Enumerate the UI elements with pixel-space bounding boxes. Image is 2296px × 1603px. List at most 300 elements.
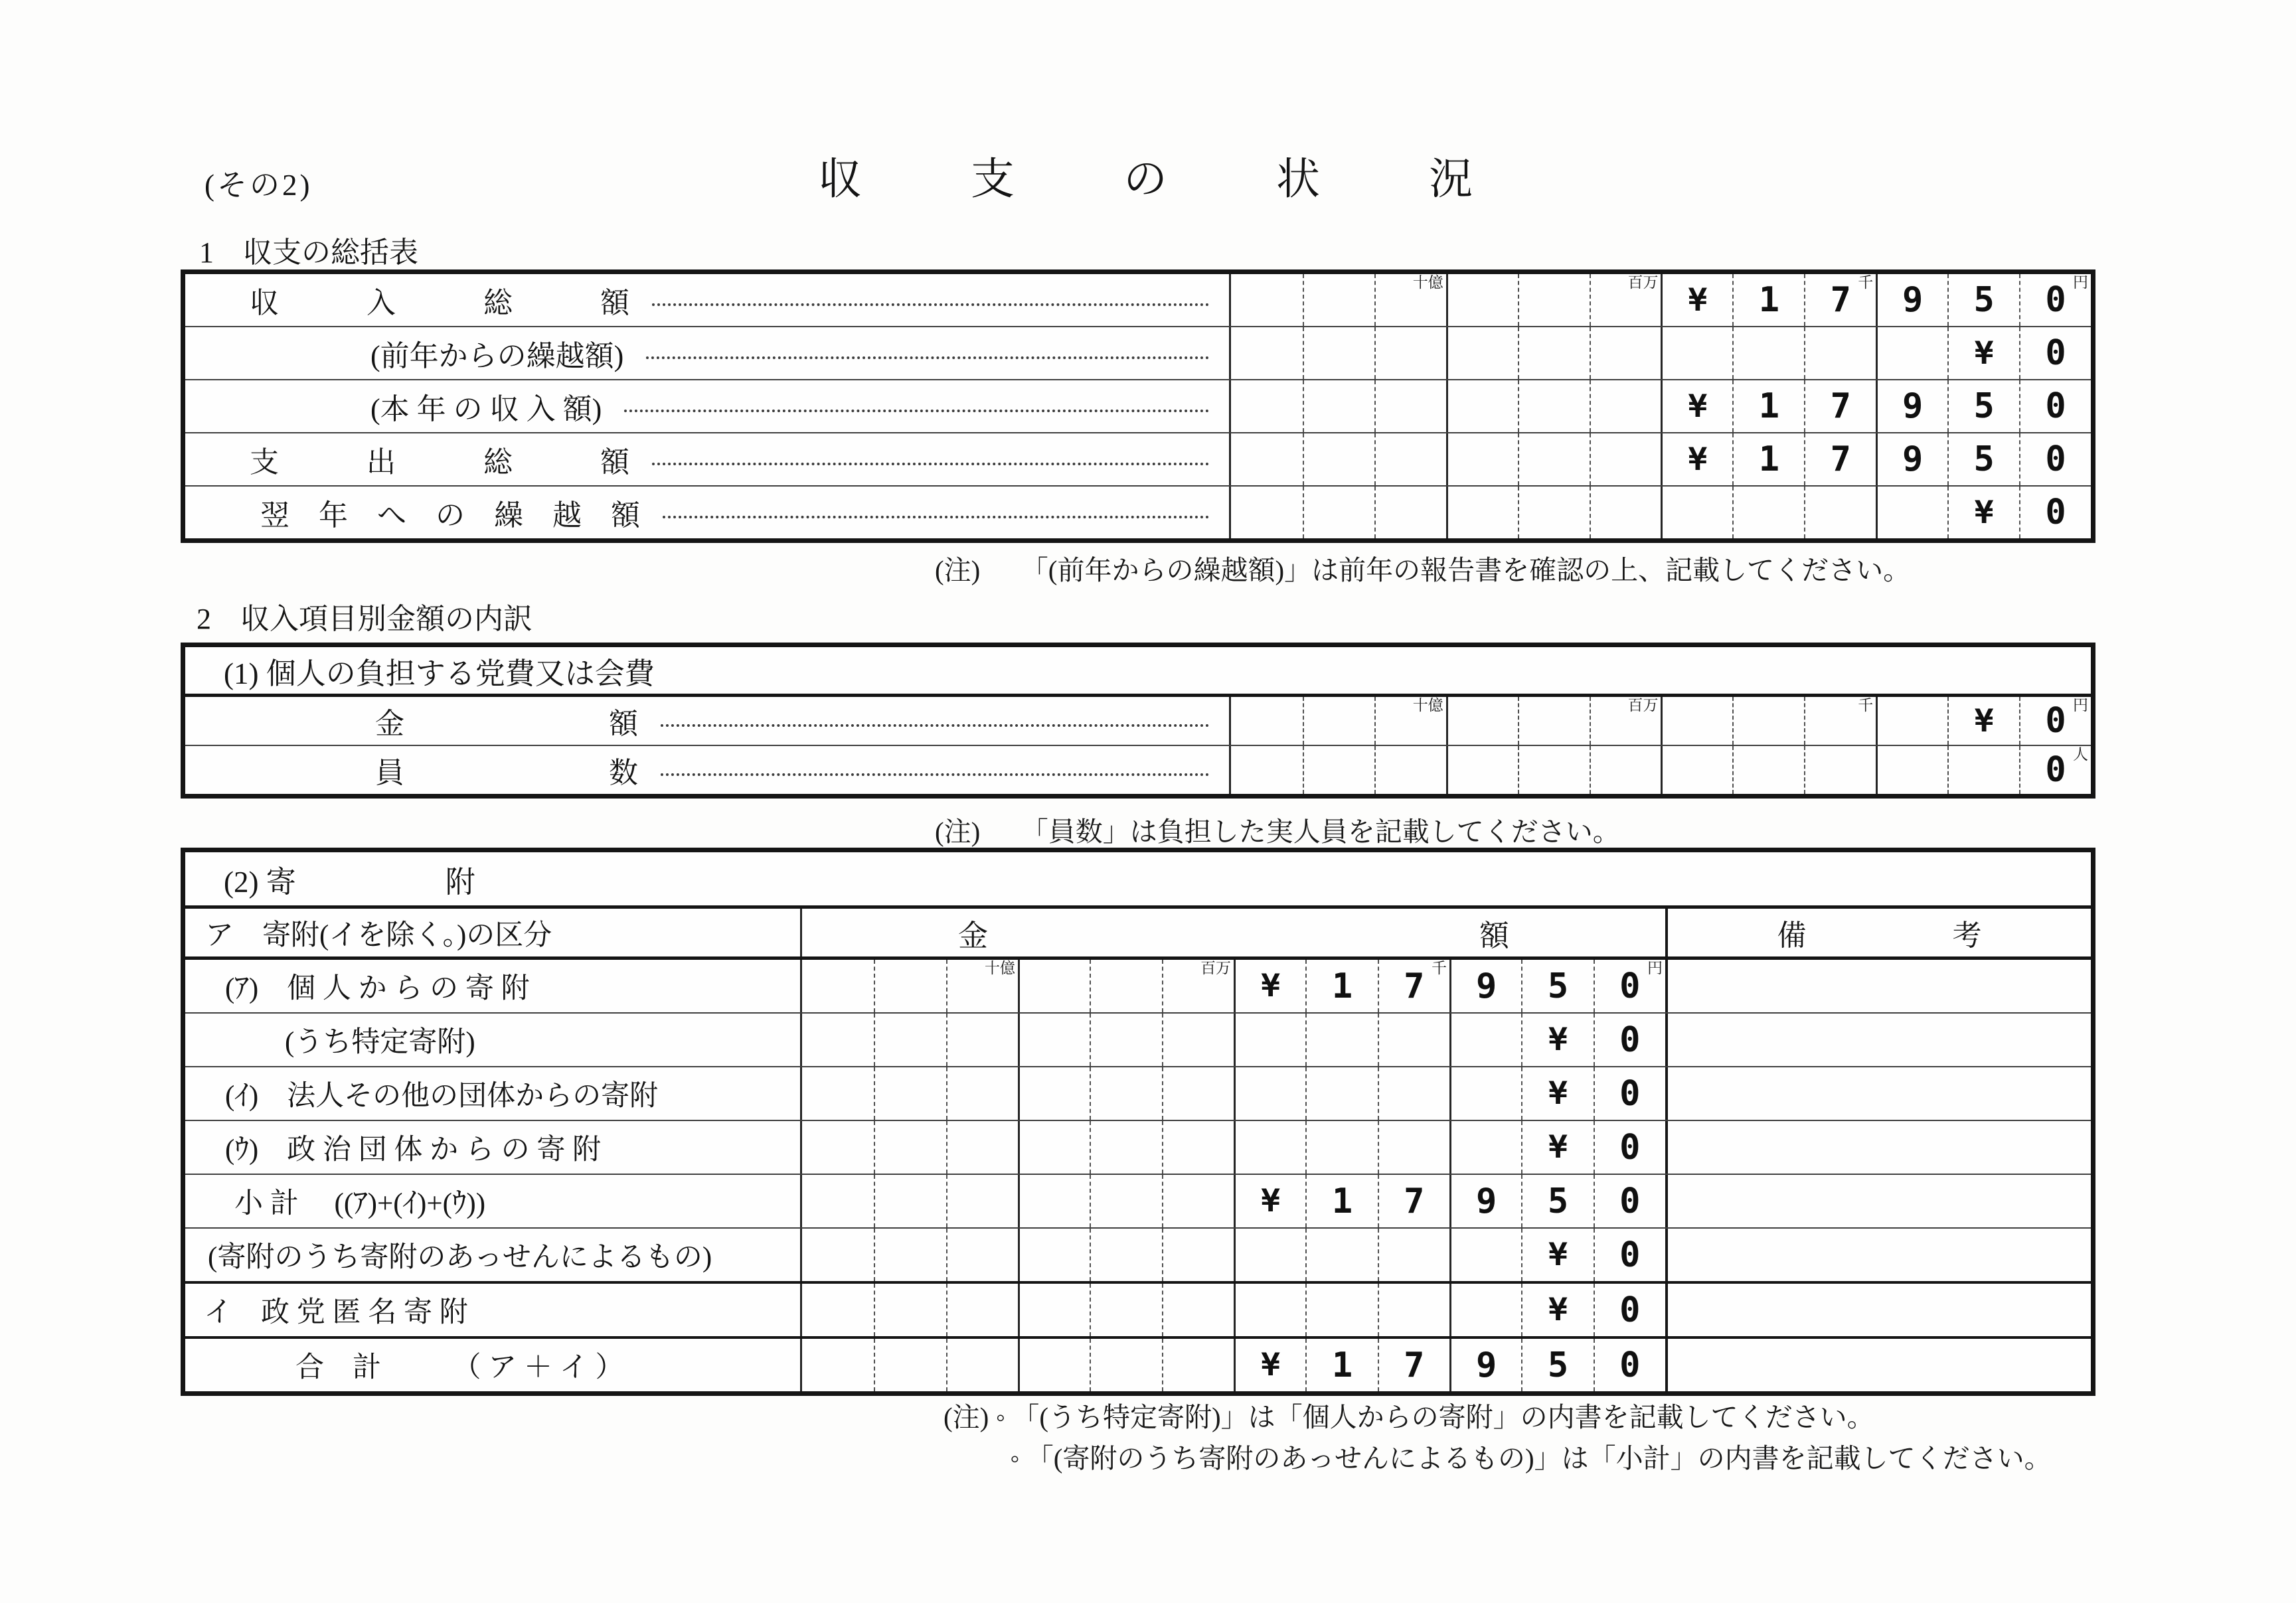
row-label: (ｱ) 個 人 か ら の 寄 附 <box>225 973 530 1004</box>
table-row <box>185 1174 2091 1227</box>
digit-cell <box>1305 960 1377 1012</box>
digit-cell <box>1594 1339 1665 1391</box>
table-row <box>185 432 2091 485</box>
digit-cell <box>1518 274 1590 326</box>
digit-value: 0 <box>1619 1073 1641 1114</box>
remarks-cell <box>1665 1014 2091 1066</box>
digit-cell <box>874 1229 945 1281</box>
digit-cell <box>946 1339 1018 1391</box>
yen-sign: ¥ <box>1548 1129 1568 1166</box>
place-value-label: 十億 <box>1412 274 1443 291</box>
place-value-label: 円 <box>1647 960 1663 976</box>
amount-digit-grid <box>802 1284 1665 1336</box>
digit-cell <box>1374 380 1446 432</box>
digit-cell <box>1804 697 1876 745</box>
digit-cell <box>802 1284 874 1336</box>
digit-cell <box>1518 487 1590 538</box>
digit-value: 5 <box>1973 439 1995 479</box>
yen-sign: ¥ <box>1974 494 1994 531</box>
digit-cell <box>1521 1014 1593 1066</box>
summary-table <box>181 269 2095 543</box>
digit-cell <box>2019 746 2091 794</box>
remarks-cell <box>1665 1067 2091 1120</box>
digit-cell <box>1594 1121 1665 1174</box>
digit-cell <box>1661 487 1732 538</box>
dues-table <box>181 643 2095 799</box>
amount-digit-grid <box>802 1121 1665 1174</box>
digit-value: 0 <box>2045 750 2066 790</box>
row-label-cell <box>185 1229 802 1281</box>
digit-value: 5 <box>1547 1345 1569 1385</box>
dotted-leader <box>624 410 1209 412</box>
digit-cell <box>1378 1067 1449 1120</box>
digit-cell <box>1378 1229 1449 1281</box>
digit-cell <box>1661 327 1732 379</box>
digit-cell <box>1876 487 1947 538</box>
digit-cell <box>1661 433 1732 485</box>
table-row <box>185 1227 2091 1281</box>
remarks-cell <box>1665 1229 2091 1281</box>
row-label: 収 入 総 額 <box>250 287 629 319</box>
digit-cell <box>1018 1121 1090 1174</box>
amount-digit-grid <box>802 1014 1665 1066</box>
digit-cell <box>1305 1229 1377 1281</box>
digit-value: 0 <box>1619 966 1641 1006</box>
digit-cell <box>1234 1121 1305 1174</box>
digit-cell <box>1018 1339 1090 1391</box>
digit-cell <box>1162 1175 1234 1227</box>
digit-cell <box>1661 380 1732 432</box>
digit-cell <box>1090 1067 1161 1120</box>
digit-value: 0 <box>2045 701 2066 741</box>
table-row <box>185 1012 2091 1066</box>
digit-cell <box>946 1229 1018 1281</box>
digit-cell <box>1804 327 1876 379</box>
yen-sign: ¥ <box>1688 441 1708 478</box>
digit-cell <box>1303 487 1374 538</box>
yen-sign: ¥ <box>1548 1075 1568 1112</box>
dotted-leader <box>661 773 1209 776</box>
digit-cell <box>946 1175 1018 1227</box>
remarks-column-header: 備 考 <box>1665 909 2091 956</box>
digit-cell <box>1594 960 1665 1012</box>
yen-sign: ¥ <box>1688 388 1708 425</box>
digit-cell <box>946 960 1018 1012</box>
digit-cell <box>1449 1014 1521 1066</box>
digit-cell <box>1018 1284 1090 1336</box>
row-label-cell <box>185 327 1231 379</box>
place-value-label: 千 <box>1858 274 1874 291</box>
digit-cell <box>1374 433 1446 485</box>
digit-cell <box>1449 1339 1521 1391</box>
digit-cell <box>1090 960 1161 1012</box>
digit-cell <box>1732 327 1804 379</box>
digit-cell <box>1378 960 1449 1012</box>
table-row <box>185 326 2091 379</box>
row-label: (ｳ) 政 治 団 体 か ら の 寄 附 <box>225 1134 602 1166</box>
amount-digit-grid <box>1231 380 2091 432</box>
row-label: 員 数 <box>375 757 638 789</box>
digit-cell <box>1305 1175 1377 1227</box>
yen-sign: ¥ <box>1548 1292 1568 1328</box>
remarks-cell <box>1665 1339 2091 1391</box>
digit-cell <box>1446 487 1518 538</box>
amount-digit-grid <box>1231 274 2091 326</box>
row-label-cell <box>185 1121 802 1174</box>
digit-cell <box>1305 1067 1377 1120</box>
digit-cell <box>1305 1284 1377 1336</box>
digit-value: 1 <box>1331 1345 1353 1385</box>
digit-cell <box>1446 746 1518 794</box>
place-value-label: 千 <box>1858 697 1874 714</box>
digit-cell <box>1446 274 1518 326</box>
digit-cell <box>1234 1175 1305 1227</box>
donations-table <box>181 848 2095 1396</box>
row-label-cell <box>185 960 802 1012</box>
digit-cell <box>1378 1339 1449 1391</box>
digit-value: 0 <box>1619 1290 1641 1330</box>
digit-cell <box>1231 380 1303 432</box>
amount-header-gaku: 額 <box>1479 919 1509 953</box>
digit-cell <box>2019 327 2091 379</box>
digit-cell <box>1303 433 1374 485</box>
digit-cell <box>1018 1014 1090 1066</box>
amount-column-header <box>802 909 1665 956</box>
digit-cell <box>1449 1121 1521 1174</box>
digit-cell <box>1732 487 1804 538</box>
digit-cell <box>1378 1284 1449 1336</box>
digit-cell <box>874 1284 945 1336</box>
digit-cell <box>1374 327 1446 379</box>
division-column-header: ア 寄附(イを除く。)の区分 <box>185 909 802 956</box>
digit-cell <box>1234 960 1305 1012</box>
row-label-cell <box>185 697 1231 745</box>
digit-cell <box>1231 274 1303 326</box>
digit-value: 5 <box>1973 386 1995 426</box>
digit-cell <box>802 1175 874 1227</box>
yen-sign: ¥ <box>1261 1183 1280 1219</box>
digit-cell <box>1947 433 2019 485</box>
digit-cell <box>1374 746 1446 794</box>
amount-digit-grid <box>1231 746 2091 794</box>
row-label-cell <box>185 1284 802 1336</box>
digit-cell <box>1661 274 1732 326</box>
digit-cell <box>1303 380 1374 432</box>
table-row <box>185 379 2091 432</box>
digit-cell <box>1590 697 1661 745</box>
digit-value: 0 <box>2045 280 2066 320</box>
digit-value: 0 <box>1619 1181 1641 1221</box>
digit-cell <box>802 1339 874 1391</box>
digit-cell <box>1876 746 1947 794</box>
amount-digit-grid <box>1231 327 2091 379</box>
digit-cell <box>874 1175 945 1227</box>
digit-cell <box>1018 1067 1090 1120</box>
digit-value: 0 <box>1619 1345 1641 1385</box>
digit-cell <box>1446 433 1518 485</box>
digit-cell <box>1234 1014 1305 1066</box>
dotted-leader <box>652 303 1209 306</box>
donation-notes <box>943 1397 2052 1479</box>
digit-cell <box>1876 697 1947 745</box>
remarks-cell <box>1665 1121 2091 1174</box>
note-specified-donation: (注) ◦ 「(うち特定寄附)」は「個人からの寄附」の内書を記載してください。 <box>943 1402 1874 1432</box>
digit-value: 7 <box>1830 439 1851 479</box>
form-part-label: (その2) <box>205 169 313 202</box>
amount-digit-grid <box>1231 697 2091 745</box>
digit-value: 1 <box>1331 966 1353 1006</box>
digit-cell <box>1590 746 1661 794</box>
dotted-leader <box>646 356 1209 359</box>
digit-cell <box>1162 1284 1234 1336</box>
table-row <box>185 1336 2091 1391</box>
digit-cell <box>1876 274 1947 326</box>
digit-value: 9 <box>1476 1345 1497 1385</box>
place-value-label: 十億 <box>1412 697 1443 714</box>
digit-cell <box>1090 1175 1161 1227</box>
note-member-count: (注) 「員数」は負担した実人員を記載してください。 <box>935 816 1620 847</box>
yen-sign: ¥ <box>1548 1237 1568 1273</box>
digit-value: 9 <box>1902 280 1924 320</box>
digit-cell <box>1162 1229 1234 1281</box>
digit-cell <box>1594 1014 1665 1066</box>
digit-cell <box>1594 1175 1665 1227</box>
place-value-label: 円 <box>2072 697 2088 714</box>
digit-cell <box>1947 274 2019 326</box>
column-header-row <box>185 905 2091 956</box>
digit-cell <box>1521 1067 1593 1120</box>
place-value-label: 千 <box>1432 960 1447 976</box>
amount-digit-grid <box>802 1339 1665 1391</box>
amount-header-kin: 金 <box>958 919 989 953</box>
digit-cell <box>946 1014 1018 1066</box>
yen-sign: ¥ <box>1974 702 1994 739</box>
digit-cell <box>1661 746 1732 794</box>
row-label-cell <box>185 1067 802 1120</box>
digit-value: 9 <box>1476 1181 1497 1221</box>
digit-value: 0 <box>2045 386 2066 426</box>
digit-cell <box>1804 746 1876 794</box>
digit-cell <box>1521 1339 1593 1391</box>
remarks-cell <box>1665 1284 2091 1336</box>
digit-cell <box>1234 1229 1305 1281</box>
digit-cell <box>1303 274 1374 326</box>
digit-cell <box>802 1229 874 1281</box>
digit-cell <box>1804 274 1876 326</box>
digit-cell <box>1947 746 2019 794</box>
place-value-label: 百万 <box>1200 960 1231 976</box>
digit-cell <box>1804 380 1876 432</box>
digit-cell <box>1446 380 1518 432</box>
digit-cell <box>1521 1229 1593 1281</box>
digit-cell <box>1234 1339 1305 1391</box>
digit-cell <box>1518 327 1590 379</box>
digit-cell <box>1303 327 1374 379</box>
digit-cell <box>1521 1175 1593 1227</box>
digit-cell <box>1374 487 1446 538</box>
digit-cell <box>1162 1067 1234 1120</box>
digit-cell <box>874 960 945 1012</box>
digit-cell <box>1378 1014 1449 1066</box>
row-label-cell <box>185 1339 802 1391</box>
amount-digit-grid <box>802 1067 1665 1120</box>
place-value-label: 百万 <box>1627 697 1659 714</box>
table-row <box>185 274 2091 326</box>
digit-value: 5 <box>1547 966 1569 1006</box>
digit-cell <box>1234 1284 1305 1336</box>
digit-cell <box>1305 1121 1377 1174</box>
row-label-cell <box>185 1014 802 1066</box>
digit-value: 0 <box>2045 493 2066 532</box>
digit-cell <box>1449 1175 1521 1227</box>
digit-value: 7 <box>1830 386 1851 426</box>
section1-heading: 1 収支の総括表 <box>199 236 418 269</box>
row-label-cell <box>185 487 1231 538</box>
remarks-cell <box>1665 960 2091 1012</box>
yen-sign: ¥ <box>1688 281 1708 319</box>
page-title: 収支の状況 <box>818 155 1582 204</box>
digit-cell <box>1804 433 1876 485</box>
digit-cell <box>1162 1339 1234 1391</box>
digit-cell <box>1947 697 2019 745</box>
digit-cell <box>1234 1067 1305 1120</box>
digit-cell <box>1876 433 1947 485</box>
row-label: 合 計 （ ア ＋ イ ） <box>295 1352 624 1383</box>
digit-value: 0 <box>2045 333 2066 373</box>
row-label: 小 計 ((ｱ)+(ｲ)+(ｳ)) <box>234 1188 486 1219</box>
digit-cell <box>1732 380 1804 432</box>
digit-cell <box>1090 1339 1161 1391</box>
row-label: 支 出 総 額 <box>250 446 629 479</box>
digit-cell <box>1594 1284 1665 1336</box>
digit-cell <box>2019 274 2091 326</box>
digit-value: 1 <box>1758 439 1780 479</box>
digit-value: 7 <box>1404 966 1425 1006</box>
row-label: 金 額 <box>375 708 638 740</box>
row-label: (寄附のうち寄附のあっせんによるもの) <box>208 1242 712 1273</box>
place-value-label: 十億 <box>985 960 1015 976</box>
row-label-cell <box>185 433 1231 485</box>
digit-cell <box>1876 327 1947 379</box>
row-label: イ 政 党 匿 名 寄 附 <box>204 1297 468 1328</box>
note-carryover: (注) 「(前年からの繰越額)」は前年の報告書を確認の上、記載してください。 <box>935 555 1911 585</box>
amount-digit-grid <box>802 960 1665 1012</box>
digit-cell <box>1446 327 1518 379</box>
digit-value: 1 <box>1331 1181 1353 1221</box>
digit-value: 7 <box>1830 280 1851 320</box>
digit-cell <box>1594 1067 1665 1120</box>
digit-cell <box>1018 1229 1090 1281</box>
digit-cell <box>1090 1121 1161 1174</box>
digit-value: 1 <box>1758 386 1780 426</box>
amount-digit-grid <box>1231 433 2091 485</box>
digit-cell <box>874 1067 945 1120</box>
row-label-cell <box>185 746 1231 794</box>
dotted-leader <box>663 516 1209 518</box>
amount-digit-grid <box>1231 487 2091 538</box>
digit-cell <box>1231 487 1303 538</box>
digit-cell <box>1590 274 1661 326</box>
digit-cell <box>1590 487 1661 538</box>
yen-sign: ¥ <box>1261 1347 1280 1383</box>
digit-value: 0 <box>1619 1127 1641 1168</box>
digit-cell <box>1661 697 1732 745</box>
place-value-label: 円 <box>2072 274 2088 291</box>
digit-value: 9 <box>1476 966 1497 1006</box>
dotted-leader <box>661 724 1209 727</box>
row-label: (本 年 の 収 入 額) <box>370 393 602 425</box>
digit-cell <box>1449 1067 1521 1120</box>
yen-sign: ¥ <box>1548 1022 1568 1058</box>
digit-value: 0 <box>1619 1235 1641 1275</box>
digit-cell <box>1018 1175 1090 1227</box>
digit-cell <box>2019 380 2091 432</box>
digit-cell <box>1305 1014 1377 1066</box>
digit-value: 9 <box>1902 439 1924 479</box>
digit-cell <box>1732 697 1804 745</box>
yen-sign: ¥ <box>1261 968 1280 1004</box>
digit-cell <box>1090 1229 1161 1281</box>
row-label: 翌 年 へ の 繰 越 額 <box>260 499 640 532</box>
digit-cell <box>2019 487 2091 538</box>
digit-cell <box>802 1067 874 1120</box>
digit-cell <box>1090 1014 1161 1066</box>
digit-value: 1 <box>1758 280 1780 320</box>
digit-cell <box>874 1339 945 1391</box>
digit-value: 5 <box>1973 280 1995 320</box>
digit-cell <box>1449 960 1521 1012</box>
digit-cell <box>946 1067 1018 1120</box>
digit-cell <box>1378 1175 1449 1227</box>
digit-cell <box>1231 327 1303 379</box>
digit-cell <box>1590 433 1661 485</box>
digit-cell <box>1449 1284 1521 1336</box>
subsection-title: (1) 個人の負担する党費又は会費 <box>224 656 655 690</box>
digit-cell <box>874 1121 945 1174</box>
row-label-cell <box>185 1175 802 1227</box>
digit-cell <box>802 1121 874 1174</box>
row-label: (ｲ) 法人その他の団体からの寄附 <box>225 1081 659 1112</box>
digit-cell <box>1018 960 1090 1012</box>
table-row <box>185 1281 2091 1336</box>
digit-cell <box>1521 1284 1593 1336</box>
digit-cell <box>1732 274 1804 326</box>
subsection-title: (2) 寄 附 <box>224 865 475 899</box>
table-row <box>185 956 2091 1012</box>
row-label-cell <box>185 380 1231 432</box>
dotted-leader <box>652 463 1209 465</box>
digit-cell <box>1231 697 1303 745</box>
table-row <box>185 745 2091 794</box>
digit-cell <box>946 1284 1018 1336</box>
digit-cell <box>2019 697 2091 745</box>
digit-value: 9 <box>1902 386 1924 426</box>
digit-cell <box>1305 1339 1377 1391</box>
amount-digit-grid <box>802 1229 1665 1281</box>
digit-cell <box>1446 697 1518 745</box>
row-label: (前年からの繰越額) <box>370 340 624 372</box>
digit-cell <box>946 1121 1018 1174</box>
digit-cell <box>1876 380 1947 432</box>
digit-cell <box>1162 1014 1234 1066</box>
table-row <box>185 694 2091 745</box>
digit-cell <box>802 960 874 1012</box>
digit-cell <box>1947 380 2019 432</box>
digit-cell <box>1231 746 1303 794</box>
row-label-cell <box>185 274 1231 326</box>
amount-digit-grid <box>802 1175 1665 1227</box>
digit-cell <box>1732 746 1804 794</box>
